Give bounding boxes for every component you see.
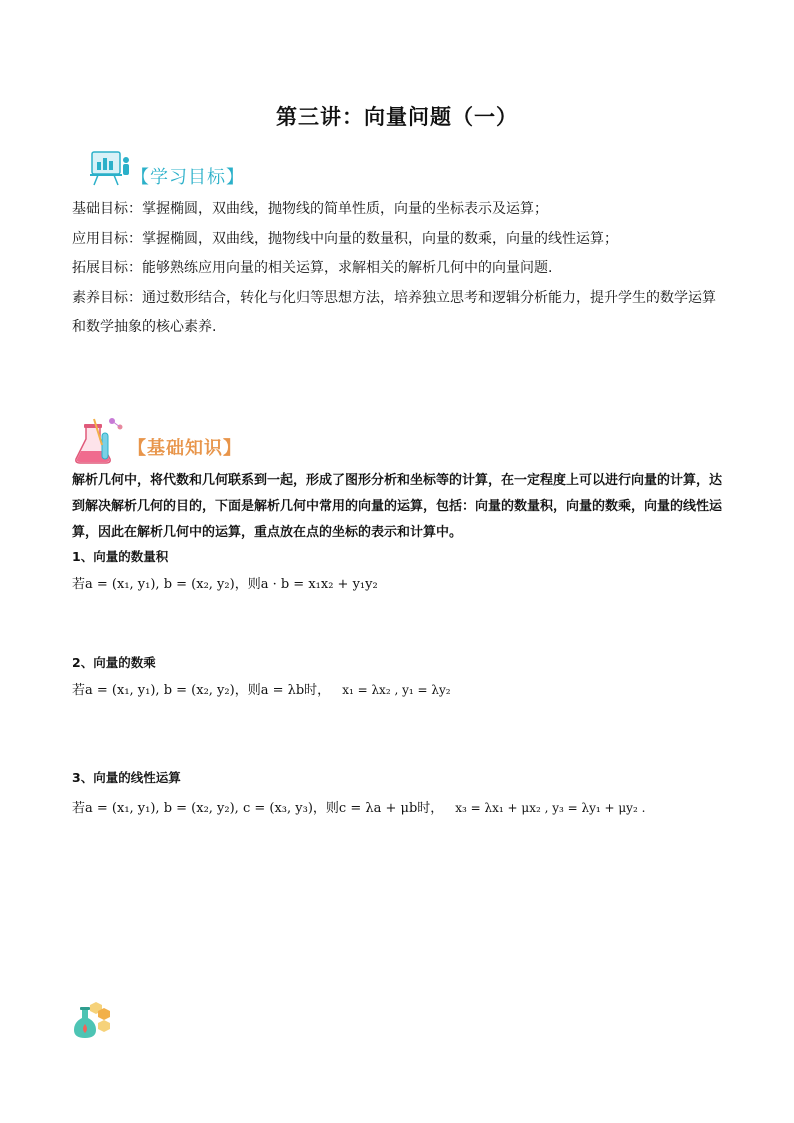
formula-coordinates: x₃ = λx₁ + μx₂ , y₃ = λy₁ + μy₂ . (455, 801, 646, 815)
formula-when: 时， (304, 683, 331, 698)
goal-basic: 基础目标：掌握椭圆，双曲线，抛物线的简单性质，向量的坐标表示及运算； (72, 201, 548, 217)
lab-flask-honeycomb-icon (72, 1000, 114, 1044)
linear-operation-formula (72, 797, 645, 816)
goal-literacy: 素养目标：通过数形结合，转化与化归等思想方法，培养独立思考和逻辑分析能力，提升学生的数学运算和数学抽象的核心素养. (72, 289, 716, 335)
formula-prefix: 若 (72, 801, 86, 816)
basic-intro-text: 解析几何中，将代数和几何联系到一起，形成了图形分析和坐标等的计算，在一定程度上可以进行向量的计算，达到解决解析几何的目的，下面是解析几何中常用的向量的运算，包括：向量的数量积，向量的数乘，向量的线性运算，因此在解析几何中的运算，重点放在点的坐标的表示和计算中。 (72, 473, 723, 540)
goals-list (72, 195, 727, 343)
formula-result: a = λb (260, 683, 305, 698)
page-title: 第三讲：向量问题（一） (276, 104, 518, 129)
formula-then: ，则 (312, 801, 339, 816)
scalar-multiplication-formula (72, 679, 451, 698)
formula-condition: a = (x₁, y₁), b = (x₂, y₂), c = (x₃, y₃) (85, 801, 313, 816)
formula-prefix: 若 (72, 577, 86, 592)
formula-then: ，则 (234, 683, 261, 698)
dot-product-heading: 1、向量的数量积 (72, 549, 169, 564)
formula-condition: a = (x₁, y₁), b = (x₂, y₂) (85, 683, 235, 698)
formula-result: a · b = x₁x₂ + y₁y₂ (260, 577, 378, 592)
scalar-multiplication-heading: 2、向量的数乘 (72, 655, 156, 670)
goal-application: 应用目标：掌握椭圆，双曲线，抛物线中向量的数量积，向量的数乘，向量的线性运算； (72, 230, 618, 247)
formula-coordinates: x₁ = λx₂ , y₁ = λy₂ (342, 683, 451, 697)
formula-condition: a = (x₁, y₁), b = (x₂, y₂) (85, 577, 235, 592)
basic-intro (72, 468, 727, 546)
goal-extension: 拓展目标：能够熟练应用向量的相关运算，求解相关的解析几何中的向量问题. (72, 260, 553, 276)
formula-result: c = λa + μb (338, 801, 418, 816)
presentation-board-icon (86, 148, 132, 190)
linear-operation-heading: 3、向量的线性运算 (72, 770, 181, 785)
formula-then: ，则 (234, 577, 261, 592)
basic-knowledge-heading: 【基础知识】 (128, 438, 242, 459)
goals-heading: 【学习目标】 (131, 167, 245, 188)
chemistry-flask-icon (72, 415, 126, 469)
formula-when: 时， (417, 801, 444, 816)
dot-product-formula (72, 573, 378, 592)
formula-prefix: 若 (72, 683, 86, 698)
